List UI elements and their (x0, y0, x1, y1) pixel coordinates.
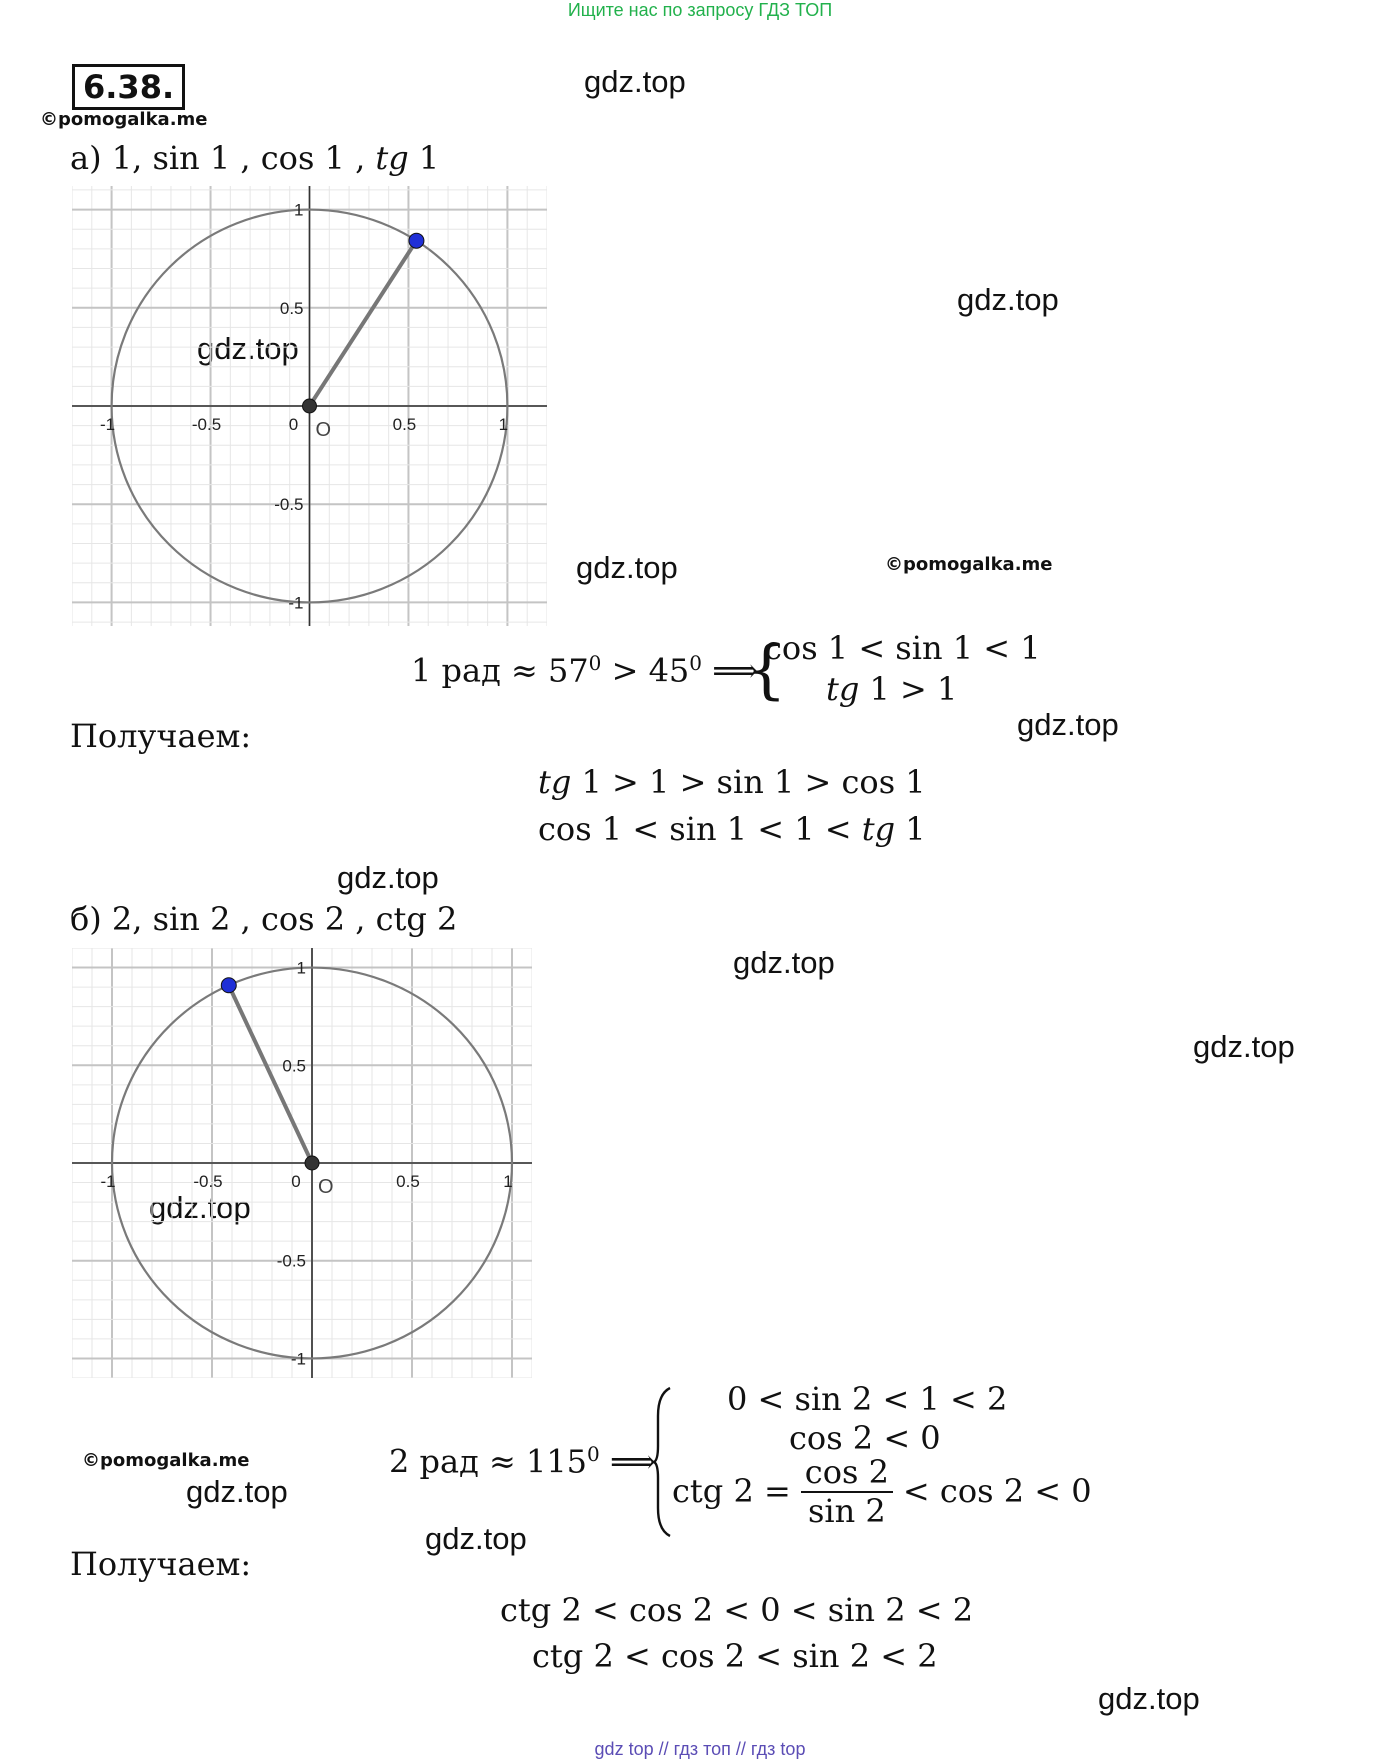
watermark-2: gdz.top (957, 282, 1059, 317)
plot-b-x-tick-label: -0.5 (193, 1172, 223, 1191)
part-b-estimate (389, 1443, 656, 1480)
footer-links: gdz top // гдз топ // гдз top (594, 1739, 806, 1759)
watermark-10: gdz.top (186, 1474, 288, 1509)
part-a-result-label: Получаем: (70, 717, 252, 755)
part-a-given-prefix: 1, sin 1 , cos 1 , (111, 139, 366, 177)
part-b-heading (70, 901, 457, 938)
degree-sup-1: 0 (588, 651, 602, 675)
copyright-2: ©pomogalka.me (885, 554, 1053, 575)
system-line2-rest: 1 > 1 (859, 670, 958, 708)
plot-b-x-tick-label: -1 (100, 1172, 116, 1191)
part-a-given-suffix: 1 (418, 139, 440, 177)
part-a-estimate-text: 1 рад ≈ 57 (411, 651, 589, 690)
brace-a: { (746, 633, 787, 707)
plot-a-x-tick-label: 0.5 (392, 415, 417, 434)
result1-rest: 1 > 1 > sin 1 > cos 1 (571, 763, 926, 801)
plot-a-y-tick-label: 0.5 (279, 298, 304, 318)
fraction-denominator: sin 2 (807, 1491, 886, 1530)
plot-a-x-tick-label: 0 (288, 415, 299, 434)
part-b-system-line1: 0 < sin 2 < 1 < 2 (727, 1380, 1008, 1418)
part-b-result1: ctg 2 < cos 2 < 0 < sin 2 < 2 (500, 1591, 974, 1629)
plot-a-y-tick-label: -0.5 (274, 495, 304, 515)
part-b-given: 2, sin 2 , cos 2 , ctg 2 (111, 900, 458, 938)
copyright-1: ©pomogalka.me (40, 109, 208, 130)
plot-b-origin-label: O (318, 1176, 334, 1198)
plot-a-y-tick-label: -1 (288, 593, 304, 613)
part-a-system-line2 (826, 671, 957, 708)
degree-sup-3: 0 (587, 1442, 600, 1466)
fraction-cos-sin (801, 1454, 893, 1530)
plot-b-y-tick-label: 1 (296, 958, 306, 978)
result1-tg: tg (538, 763, 572, 801)
part-a-label: а) (70, 139, 102, 177)
plot-a-radius-segment (310, 241, 417, 406)
result2-start: cos 1 < sin 1 < 1 < (538, 810, 862, 848)
plot-b-x-tick-label: 0 (291, 1172, 301, 1191)
result2-end: 1 (895, 810, 926, 848)
result2-tg: tg (861, 810, 896, 848)
watermark-6: gdz.top (337, 860, 439, 895)
watermark-12: gdz.top (1098, 1681, 1200, 1716)
unit-circle-plot-b (72, 948, 532, 1378)
plot-a-y-tick-label: 1 (294, 200, 304, 220)
watermark-11: gdz.top (425, 1521, 527, 1556)
part-a-estimate-mid: > 45 (601, 651, 690, 690)
system-tg: tg (826, 670, 860, 708)
part-a-result2 (538, 811, 926, 848)
plot-b-x-tick-label: 1 (503, 1172, 513, 1191)
watermark-4: gdz.top (576, 550, 678, 585)
watermark-5: gdz.top (1017, 707, 1119, 742)
part-a-system-line1: cos 1 < sin 1 < 1 (764, 629, 1041, 667)
degree-sup-2: 0 (689, 651, 703, 675)
plot-b-angle-point (221, 978, 236, 993)
problem-number: 6.38. (72, 64, 185, 110)
part-b-system-line2: cos 2 < 0 (789, 1419, 941, 1457)
plot-b-y-tick-label: -0.5 (276, 1251, 306, 1271)
watermark-7: gdz.top (733, 945, 835, 980)
plot-b-y-tick-label: 0.5 (282, 1056, 306, 1076)
implies-arrow-a: ⟹ (702, 651, 759, 690)
brace-b (652, 1386, 674, 1538)
top-banner: Ищите нас по запросу ГДЗ ТОП (567, 0, 833, 20)
plot-a-x-tick-label: -0.5 (191, 415, 222, 434)
plot-a-angle-point (409, 233, 424, 248)
plot-b-x-tick-label: 0.5 (396, 1172, 420, 1191)
plot-a-origin-label: O (315, 419, 332, 441)
part-a-result1 (538, 764, 926, 801)
ctg-eq: ctg 2 = (672, 1472, 791, 1511)
implies-arrow-b: ⟹ (599, 1442, 656, 1481)
part-b-estimate-text: 2 рад ≈ 115 (389, 1442, 588, 1481)
watermark-9: gdz.top (149, 1190, 251, 1225)
part-a-heading (70, 140, 439, 177)
copyright-3: ©pomogalka.me (82, 1450, 250, 1471)
part-a-given-tg: tg (375, 139, 409, 177)
part-b-result2: ctg 2 < cos 2 < sin 2 < 2 (532, 1637, 938, 1675)
plot-a-x-tick-label: 1 (498, 415, 509, 434)
fraction-numerator: cos 2 (801, 1454, 893, 1493)
part-b-system-line3 (672, 1454, 1092, 1530)
plot-a-origin-point (303, 399, 317, 413)
watermark-1: gdz.top (584, 64, 686, 99)
watermark-3: gdz.top (197, 331, 299, 366)
plot-b-origin-point (305, 1156, 319, 1170)
part-b-result-label: Получаем: (70, 1545, 252, 1583)
plot-a-x-tick-label: -1 (100, 415, 116, 434)
part-a-estimate (411, 652, 758, 689)
plot-b-y-tick-label: -1 (290, 1349, 306, 1369)
watermark-8: gdz.top (1193, 1029, 1295, 1064)
part-b-label: б) (70, 900, 102, 938)
ctg-suffix: < cos 2 < 0 (902, 1472, 1092, 1511)
unit-circle-plot-a (72, 186, 547, 626)
